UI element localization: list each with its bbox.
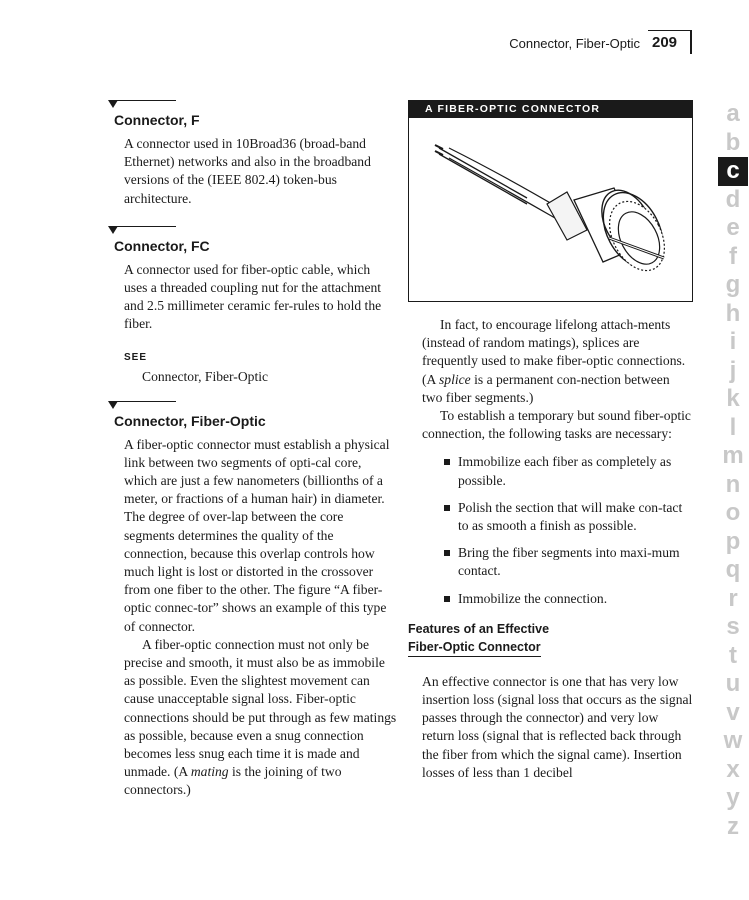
thumb-index-letter-s[interactable]: s xyxy=(726,613,740,640)
entry-title-connector-fc: Connector, FC xyxy=(114,237,210,254)
entry-body-paragraph: A fiber-optic connector must establish a physical link between two segments of opti-cal core, which are just a few nanometers (billionths of a meter, or fractions of a human hair) in diameter. The degree of over-lap between the core segments determines the quality of the connection, because this overlap controls how much light is lost or distorted in the crossover from one fiber to the other. The figure “A fiber-optic connec-tor” shows an example of this type of connector. xyxy=(124,436,390,634)
header-rule-vertical xyxy=(690,30,692,54)
triangle-marker-icon xyxy=(108,226,118,234)
page-number: 209 xyxy=(652,34,678,51)
triangle-marker-icon xyxy=(108,100,118,108)
list-item: Immobilize the connection. xyxy=(458,590,693,608)
thumb-index-letter-i[interactable]: i xyxy=(729,328,737,355)
thumb-index-letter-f[interactable]: f xyxy=(729,242,737,270)
thumb-index-letter-d[interactable]: d xyxy=(725,185,741,213)
thumb-index-letter-j[interactable]: j xyxy=(729,356,737,384)
figure-box xyxy=(408,100,693,302)
term-mating: mating xyxy=(190,764,229,780)
list-item: Immobilize each fiber as completely as possible. xyxy=(458,453,693,489)
bullet-icon xyxy=(444,550,450,556)
thumb-index-letter-y[interactable]: y xyxy=(726,784,740,811)
see-label: SEE xyxy=(124,351,148,363)
bullet-icon xyxy=(444,459,450,465)
term-splice: splice xyxy=(439,371,471,387)
thumb-index-letter-h[interactable]: h xyxy=(725,299,741,327)
thumb-index-letter-k[interactable]: k xyxy=(726,385,740,412)
entry-body-paragraph: A fiber-optic connection must not only be precise and smooth, it must also be as immobile as possible. Even the slightest movement can cause unacceptable signal loss. Fiber-optic connections should be put through as few matings as possible, because even a snug connection becomes less snug each time it is made and unmade. (A mating is the joining of two connectors.) xyxy=(124,636,397,798)
thumb-index-letter-u[interactable]: u xyxy=(725,670,741,697)
thumb-index-letter-a[interactable]: a xyxy=(726,100,740,127)
entry-title-connector-fiber-optic: Connector, Fiber-Optic xyxy=(114,412,266,429)
header-rule xyxy=(648,30,692,31)
see-reference-link[interactable]: Connector, Fiber-Optic xyxy=(142,368,269,384)
thumb-index xyxy=(718,100,748,841)
thumb-index-letter-q[interactable]: q xyxy=(725,556,741,583)
figure-title: A FIBER-OPTIC CONNECTOR xyxy=(409,101,692,118)
thumb-index-letter-l[interactable]: l xyxy=(729,413,737,441)
thumb-index-letter-w[interactable]: w xyxy=(723,727,743,754)
task-list xyxy=(408,453,693,607)
entry-body-connector-f: A connector used in 10Broad36 (broad-band Ethernet) networks and also in the broadband versions of the (IEEE 802.4) token-bus architecture. xyxy=(124,136,371,206)
section-subheading: Features of an Effective Fiber-Optic Connector xyxy=(408,620,693,657)
thumb-index-letter-n[interactable]: n xyxy=(725,470,741,498)
body-paragraph: In fact, to encourage lifelong attach-ments (instead of random matings), splices are frequently used to make fiber-optic connections. (A splice is a permanent con-nection between two fiber segments.) xyxy=(422,317,686,405)
thumb-index-letter-t[interactable]: t xyxy=(729,641,737,669)
bullet-icon xyxy=(444,596,450,602)
right-body xyxy=(408,316,693,782)
body-paragraph: To establish a temporary but sound fiber-optic connection, the following tasks are necessary: xyxy=(422,408,691,442)
entry-marker xyxy=(112,226,397,236)
thumb-index-letter-g[interactable]: g xyxy=(725,271,741,298)
thumb-index-letter-x[interactable]: x xyxy=(726,755,740,783)
list-item: Polish the section that will make con-tact to as smooth a finish as possible. xyxy=(458,499,693,535)
thumb-index-letter-o[interactable]: o xyxy=(725,499,741,526)
list-item: Bring the fiber segments into maxi-mum contact. xyxy=(458,544,693,580)
thumb-index-letter-z[interactable]: z xyxy=(727,812,739,840)
thumb-index-letter-b[interactable]: b xyxy=(725,128,741,156)
thumb-index-letter-p[interactable]: p xyxy=(725,527,741,555)
body-paragraph: An effective connector is one that has very low insertion loss (signal loss that occurs as the signal passes through the connector) and very low return loss (signal that is reflected back through the fiber from which the signal came). Insertion losses of less than 1 decibel xyxy=(422,673,693,780)
left-column xyxy=(112,100,397,800)
thumb-index-letter-v[interactable]: v xyxy=(726,698,740,726)
running-header-title: Connector, Fiber-Optic xyxy=(509,36,640,51)
thumb-index-letter-e[interactable]: e xyxy=(726,214,740,241)
entry-marker xyxy=(112,100,397,110)
thumb-index-letter-c[interactable]: c xyxy=(718,157,748,186)
bullet-icon xyxy=(444,505,450,511)
entry-title-connector-f: Connector, F xyxy=(114,112,200,128)
right-column xyxy=(408,100,693,782)
triangle-marker-icon xyxy=(108,401,118,409)
thumb-index-letter-m[interactable]: m xyxy=(722,442,744,469)
entry-body-connector-fc: A connector used for fiber-optic cable, which uses a threaded coupling nut for the attachment and 2.5 millimeter ceramic fer-rules to hold the fiber. xyxy=(124,261,382,332)
entry-marker xyxy=(112,401,397,411)
fiber-optic-connector-illustration xyxy=(409,118,692,300)
thumb-index-letter-r[interactable]: r xyxy=(728,584,738,612)
